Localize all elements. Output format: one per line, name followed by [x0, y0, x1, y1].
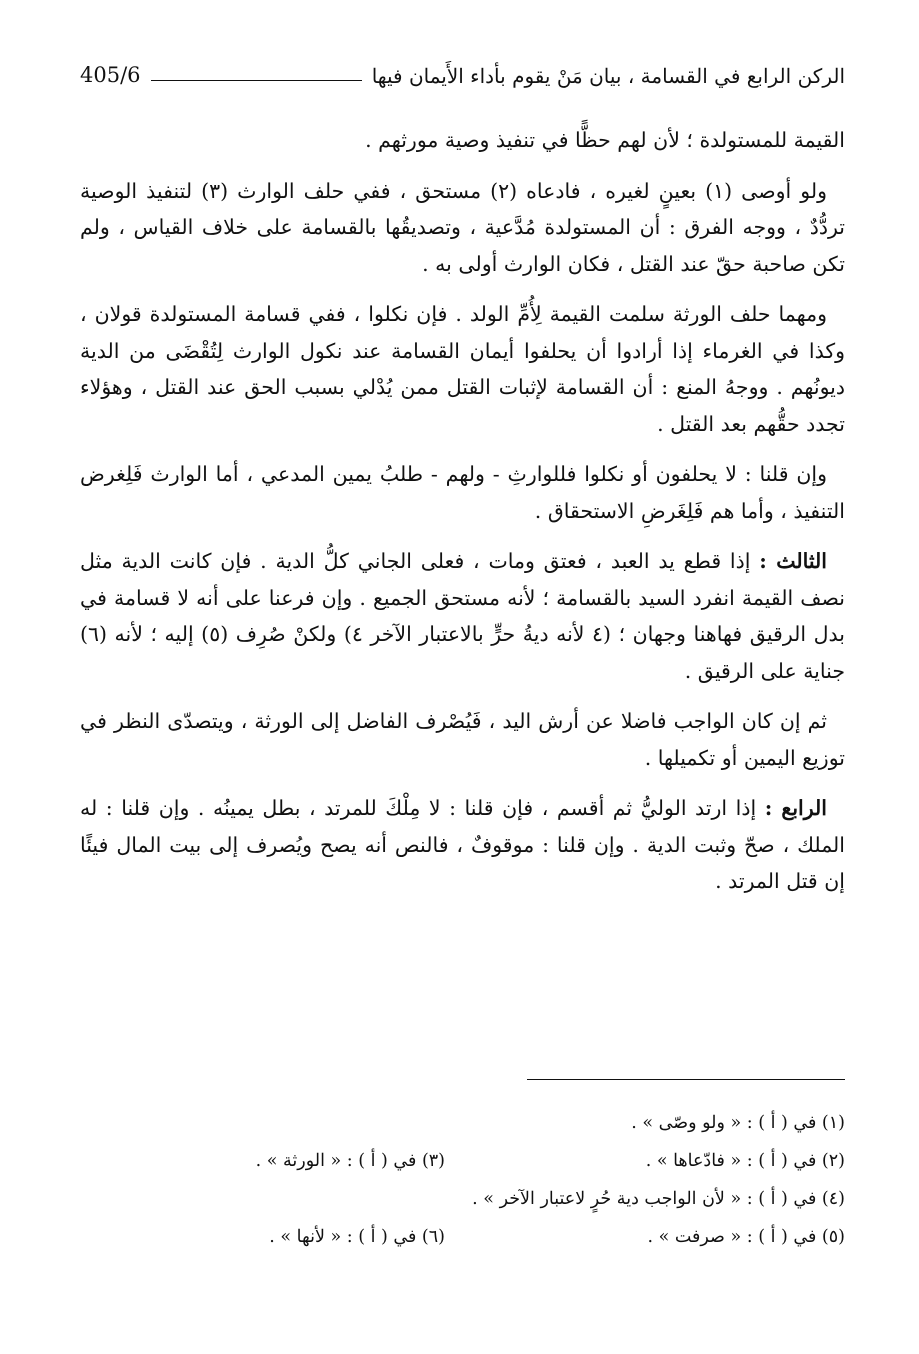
paragraph-fourth [80, 790, 845, 900]
footnote-row [80, 1142, 845, 1180]
section-heading-third: الثالث : [759, 549, 827, 573]
main-text [80, 122, 845, 900]
paragraph: ولو أوصى (١) بعينٍ لغيره ، فادعاه (٢) مستحق ، ففي حلف الوارث (٣) لتنفيذ الوصية تردُّدٌ ، ووجه الفرق : أن المستولدة مُدَّعية ، وتصديقُها بالقسامة على خلاف القياس ، ولم تكن صاحبة حقّ عند القتل ، فكان الوارث أولى به . [80, 178, 845, 276]
footnote: (٢) في ( أ ) : « فادّعاها » . [645, 1151, 845, 1171]
paragraph: القيمة للمستولدة ؛ لأن لهم حظًّا في تنفيذ وصية مورثهم . [365, 128, 845, 152]
footnote-row [80, 1180, 845, 1218]
footnote-separator [527, 1079, 845, 1080]
book-page [80, 52, 845, 1302]
footnote-row [80, 1104, 845, 1142]
page-number: 405/6 [80, 62, 141, 87]
paragraph: ومهما حلف الورثة سلمت القيمة لِأُمِّ الولد . فإن نكلوا ، ففي قسامة المستولدة قولان ، وكذا في الغرماء إذا أرادوا أن يحلفوا أيمان القسامة عند نكول الوارث لِتُقْضَى من الدية ديونُهم . ووجهُ المنع : أن القسامة لإثبات القتل ممن يُدْلي بسبب الحق عند القتل ، وهؤلاء تجدد حقُّهم بعد القتل . [80, 302, 845, 436]
paragraph-text: إذا قطع يد العبد ، فعتق ومات ، فعلى الجاني كلُّ الدية . فإن كانت الدية مثل نصف القيمة انفرد السيد بالقسامة ؛ لأنه مستحق الجميع . وإن فرعنا على أنه لا قسامة في بدل الرقيق فهاهنا وجهان ؛ (٤ لأنه ديةُ حرٍّ بالاعتبار الآخر ٤) ولكنْ صُرِف (٥) إليه ؛ لأنه (٦) جناية على الرقيق . [80, 549, 845, 683]
footnote: (٥) في ( أ ) : « صرفت » . [647, 1227, 845, 1247]
section-heading-fourth: الرابع : [764, 796, 827, 820]
paragraph: ثم إن كان الواجب فاضلا عن أرش اليد ، فَيُصْرف الفاضل إلى الورثة ، ويتصدّى النظر في توزيع اليمين أو تكميلها . [80, 709, 845, 770]
footnote-row [80, 1218, 845, 1256]
paragraph-text: إذا ارتد الوليُّ ثم أقسم ، فإن قلنا : لا مِلْكَ للمرتد ، بطل يمينُه . وإن قلنا : له الملك ، صحّ وثبت الدية . وإن قلنا : موقوفٌ ، فالنص أنه يصح ويُصرف إلى بيت المال فيئًا إن قتل المرتد . [80, 796, 845, 893]
paragraph-third [80, 543, 845, 689]
footnote: (٤) في ( أ ) : « لأن الواجب دية حُرٍ لاعتبار الآخر » . [472, 1189, 845, 1209]
footnote: (٣) في ( أ ) : « الورثة » . [255, 1151, 445, 1171]
paragraph: وإن قلنا : لا يحلفون أو نكلوا فللوارثِ - ولهم - طلبُ يمين المدعي ، أما الوارث فَلِغرض التنفيذ ، وأما هم فَلِغَرضِ الاستحقاق . [80, 462, 845, 523]
running-header [80, 52, 845, 88]
running-title: الركن الرابع في القسامة ، بيان مَنْ يقوم بأداء الأَيمان فيها [371, 64, 845, 88]
footnotes [80, 1104, 845, 1256]
header-rule [151, 80, 362, 81]
footnote: (١) في ( أ ) : « ولو وصّى » . [631, 1113, 845, 1133]
footnote: (٦) في ( أ ) : « لأنها » . [269, 1227, 445, 1247]
